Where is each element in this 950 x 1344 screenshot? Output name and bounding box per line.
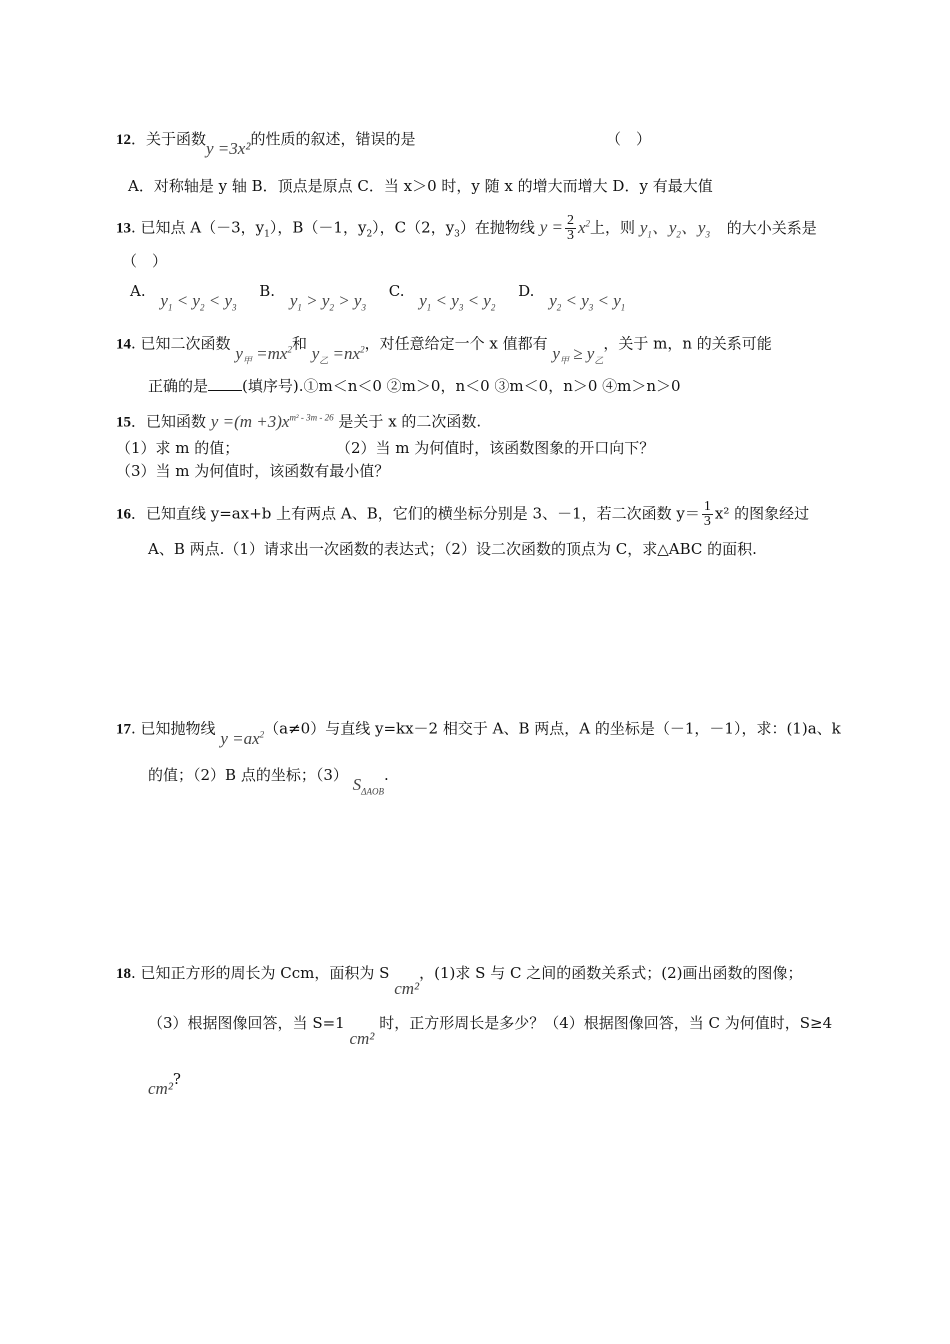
- q17-stem-part1: . 已知抛物线: [131, 719, 216, 738]
- q17-area-subscript: ΔAOB: [361, 786, 384, 797]
- q14-stem-part3: ，关于 m，n 的关系可能: [603, 334, 772, 353]
- q14-number: 14: [116, 336, 131, 353]
- q14-and: 和: [291, 334, 307, 353]
- q13-options: [130, 280, 626, 313]
- q13-answer-paren: （ ）: [122, 252, 168, 270]
- q14-answer-blank[interactable]: [208, 376, 242, 391]
- q13-option-a: $y_1 < y_2 < y_3$: [160, 291, 237, 313]
- q18-line2: [148, 1012, 833, 1048]
- q16-frac-num: 1: [703, 499, 711, 514]
- q12-stem-tail: 的性质的叙述，错误的是: [250, 130, 416, 148]
- q13-stem: 13. 已知点 A（－3，$y_1$），B（－1，$y_2$），C（2，$y_3$）在抛物线 y = $\frac{2}{3}$ $x^2$上，则 $y_1$、$y_2$、$y_3$ 的大小关系是: [116, 213, 817, 244]
- q15-stem-part2: 是关于 x 的二次函数.: [338, 412, 482, 431]
- q18-stem: [116, 962, 803, 998]
- q12-stem-text: ．关于函数: [131, 130, 207, 148]
- q13-option-d-label: D.: [518, 282, 535, 300]
- q18-stem-part2: ，(1)求 S 与 C 之间的函数关系式；(2)画出函数的图像；: [419, 964, 803, 982]
- q16-line2: A、B 两点.（1）请求出一次函数的表达式；（2）设二次函数的顶点为 C，求△ABC 的面积.: [148, 540, 757, 558]
- q13-option-b: $y_1 > y_2 > y_3$: [289, 291, 366, 313]
- q13-stem-part2: ），B（－1，y: [269, 218, 367, 237]
- q14-stem: [116, 328, 772, 366]
- q17-area-symbol: S: [352, 775, 362, 794]
- q16-stem-part2: x² 的图象经过: [714, 504, 810, 523]
- q13-stem-part4: ）在抛物线: [459, 218, 535, 237]
- q13-y-list: $y_1$、$y_2$、$y_3$: [639, 217, 710, 240]
- q13-option-c: $y_1 < y_3 < y_2$: [419, 291, 496, 313]
- q13-stem-part3: ），C（2，y: [372, 218, 455, 237]
- q15-stem-part1: ．已知函数: [131, 412, 207, 431]
- q17-end: .: [383, 766, 389, 784]
- q18-unit-2: cm²: [349, 1029, 375, 1048]
- q14-stem-part2: ，对任意给定一个 x 值都有: [364, 334, 548, 353]
- q16-stem: [116, 500, 809, 529]
- q13-fraction: [565, 214, 576, 243]
- q13-frac-num: 2: [566, 213, 574, 229]
- q13-option-b-label: B.: [259, 282, 276, 300]
- q14-line2-start: 正确的是: [148, 377, 209, 395]
- q14-y-yi: $y_乙 =nx^2$: [311, 343, 365, 366]
- q14-line2-rest: (填序号).①m＜n＜0 ②m＞0，n＜0 ③m＜0，n＞0 ④m＞n＞0: [242, 377, 681, 395]
- q18-stem-part1: . 已知正方形的周长为 Ccm，面积为 S: [131, 964, 390, 982]
- q13-stem-part6: 的大小关系是: [726, 218, 817, 237]
- q13-number: 13: [116, 220, 131, 237]
- q17-line2: [148, 764, 389, 797]
- q13-parabola: y =: [539, 217, 563, 237]
- q18-question-mark: ?: [172, 1070, 181, 1088]
- q18-line2-rest: 时，正方形周长是多少？（4）根据图像回答，当 C 为何值时，S≥4: [379, 1014, 833, 1032]
- q13-x2: $x^2$: [577, 217, 591, 237]
- q17-area: [352, 775, 384, 797]
- q15-function: $y =(m +3)x^{m^2 - 3m - 26}$: [210, 411, 334, 431]
- q15-number: 15: [116, 414, 131, 431]
- q13-option-d: $y_2 < y_3 < y_1$: [549, 291, 626, 313]
- q14-stem-part1: . 已知二次函数: [131, 334, 231, 353]
- q17-stem-part2: （a≠0）与直线 y=kx－2 相交于 A、B 两点，A 的坐标是（－1，－1），求：(1)a、k: [264, 719, 841, 738]
- q16-number: 16: [116, 506, 131, 523]
- q16-frac-den: 3: [703, 514, 711, 529]
- q16-fraction: [702, 500, 713, 529]
- q12-options: A．对称轴是 y 轴 B．顶点是原点 C．当 x＞0 时，y 随 x 的增大而增大 D．y 有最大值: [128, 177, 713, 195]
- q14-inequality: $y_甲 \ge y_乙$: [552, 343, 604, 366]
- q13-option-c-label: C.: [388, 282, 405, 300]
- q18-unit-1: cm²: [394, 979, 420, 998]
- q18-unit-3: cm²: [148, 1079, 173, 1098]
- q12-number: 12: [116, 132, 131, 148]
- q15-part2: （2）当 m 为何值时，该函数图象的开口向下？: [336, 439, 655, 457]
- q17-parabola: $y =ax^2$: [220, 728, 265, 748]
- q12-answer-paren: （ ）: [606, 130, 652, 148]
- q15-exponent: m² - 3m - 26: [289, 412, 334, 422]
- q12-function: y =3x²: [206, 139, 251, 158]
- q18-number: 18: [116, 966, 131, 982]
- q13-frac-den: 3: [566, 228, 574, 244]
- q18-line3: [148, 1068, 181, 1098]
- q13-stem-part1: . 已知点 A（－3，y: [131, 218, 265, 237]
- q17-number: 17: [116, 721, 131, 738]
- q15-part1: （1）求 m 的值；: [116, 439, 240, 457]
- q15-part3: （3）当 m 为何值时，该函数有最小值？: [116, 462, 390, 480]
- q15-stem: [116, 406, 481, 434]
- q13-stem-part5: 上，则: [590, 218, 636, 237]
- q14-y-jia: $y_甲 =mx^2$: [235, 343, 292, 366]
- q16-stem-part1: ．已知直线 y=ax+b 上有两点 A、B，它们的横坐标分别是 3、－1，若二次函数 y＝: [131, 504, 700, 523]
- q18-line2-start: （3）根据图像回答，当 S=1: [148, 1014, 345, 1032]
- q12-stem: [116, 128, 416, 158]
- q13-option-a-label: A.: [130, 282, 146, 300]
- q17-stem: [116, 713, 841, 748]
- q17-line2-text: 的值；（2）B 点的坐标；（3）: [148, 766, 348, 784]
- q14-line2: [148, 375, 681, 397]
